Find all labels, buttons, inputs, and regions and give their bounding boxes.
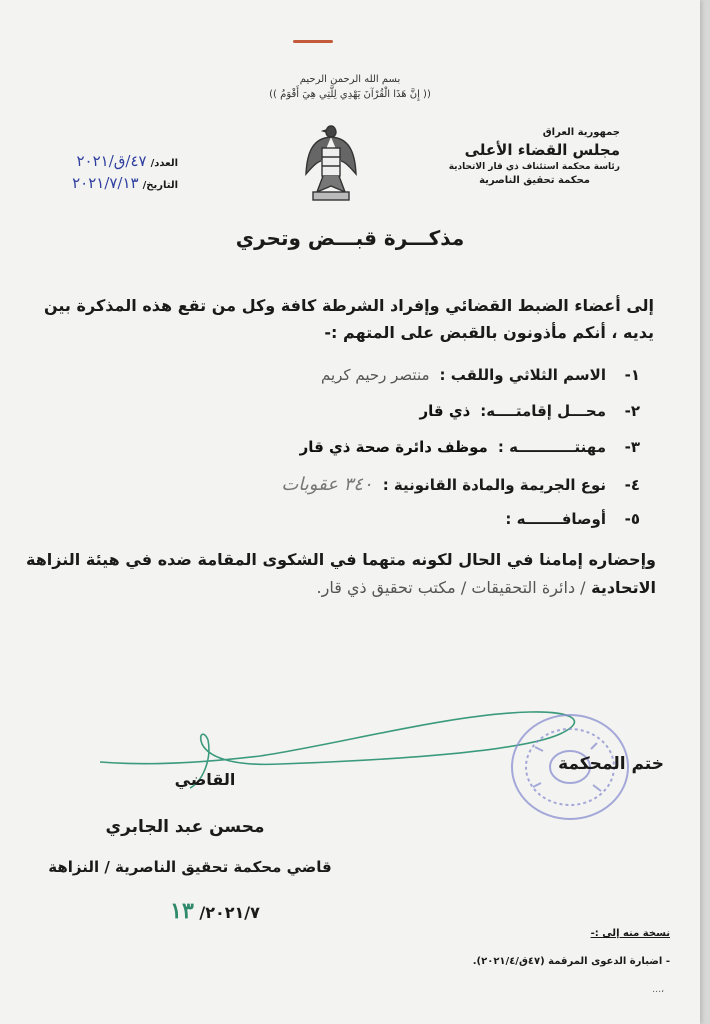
detail-item <box>60 438 640 474</box>
judge-name: محسن عبد الجابري <box>105 817 265 837</box>
basmala: بسم الله الرحمن الرحيم <box>299 74 401 85</box>
detail-item <box>60 402 640 438</box>
date-row <box>28 174 178 196</box>
signature-date-handwritten: ١٣ <box>170 898 194 924</box>
body-paragraph-tail: / دائرة التحقيقات / مكتب تحقيق ذي قار. <box>316 578 586 597</box>
number-label: العدد/ <box>150 158 178 169</box>
council-name: مجلس القضاء الأعلى <box>464 141 620 159</box>
detail-number: ١- <box>624 366 640 384</box>
judge-title: القاضي <box>174 770 236 789</box>
document-title: مذكـــرة قبـــض وتحري <box>235 226 465 250</box>
intro-paragraph: إلى أعضاء الضبط القضائي وإفراد الشرطة كافة وكل من تقع هذه المذكرة بين يديه ، أنكم مأذونون بالقبض على المتهم :- <box>44 296 654 342</box>
detail-value: ٣٤٠ عقوبات <box>281 474 373 495</box>
detail-label: نوع الجريمة والمادة القانونية : <box>382 476 606 494</box>
quran-verse: (( إِنَّ هَذَا الْقُرْآنَ يَهْدِي لِلَّتِي هِيَ أَقْوَمُ )) <box>269 89 431 100</box>
body-paragraph <box>26 546 656 602</box>
copy-to-line: - اضبارة الدعوى المرقمة (٤٧ق/٢٠٢١/٤). <box>472 956 670 967</box>
number-value: ٤٧/ق/٢٠٢١ <box>76 152 147 170</box>
presidency-name: رئاسة محكمة استئناف ذي قار الاتحادية <box>448 162 620 172</box>
seal-label: ختم المحكمة <box>558 754 664 774</box>
letterhead-left <box>28 152 178 196</box>
iraq-eagle-emblem-icon <box>303 116 359 208</box>
top-pen-mark <box>293 40 333 43</box>
detail-number: ٥- <box>624 510 640 528</box>
republic-name: جمهورية العراق <box>542 127 620 138</box>
detail-value: موظف دائرة صحة ذي قار <box>299 438 488 456</box>
letterhead-right <box>420 127 620 186</box>
detail-label: محـــل إقامتــــه: <box>480 402 606 420</box>
tail-marks: …، <box>652 985 664 995</box>
detail-value: ذي قار <box>419 402 471 420</box>
detail-number: ٤- <box>624 476 640 494</box>
detail-label: مهنتـــــــــــه : <box>497 438 606 456</box>
copy-to-heading: نسخة منه إلى :- <box>590 928 670 939</box>
detail-number: ٣- <box>624 438 640 456</box>
detail-label: أوصافـــــــه : <box>505 510 606 528</box>
signature-date-printed: ٢٠٢١/٧/ <box>199 903 260 922</box>
detail-label: الاسم الثلاثي واللقب : <box>439 366 606 384</box>
detail-item <box>60 366 640 402</box>
date-label: التاريخ/ <box>142 180 178 191</box>
detail-number: ٢- <box>624 402 640 420</box>
court-name: محكمة تحقيق الناصرية <box>479 175 590 186</box>
suspect-details-list <box>60 366 640 546</box>
signature-date <box>145 898 285 924</box>
detail-value: منتصر رحيم كريم <box>321 366 430 384</box>
date-value: ٢٠٢١/٧/١٣ <box>72 174 139 192</box>
body-paragraph-main: وإحضاره إمامنا في الحال لكونه متهما في الشكوى المقامة ضده في هيئة النزاهة الاتحادية <box>26 550 656 597</box>
detail-item <box>60 474 640 510</box>
detail-item <box>60 510 640 546</box>
number-row <box>28 152 178 174</box>
judge-role: قاضي محكمة تحقيق الناصرية / النزاهة <box>48 858 332 876</box>
